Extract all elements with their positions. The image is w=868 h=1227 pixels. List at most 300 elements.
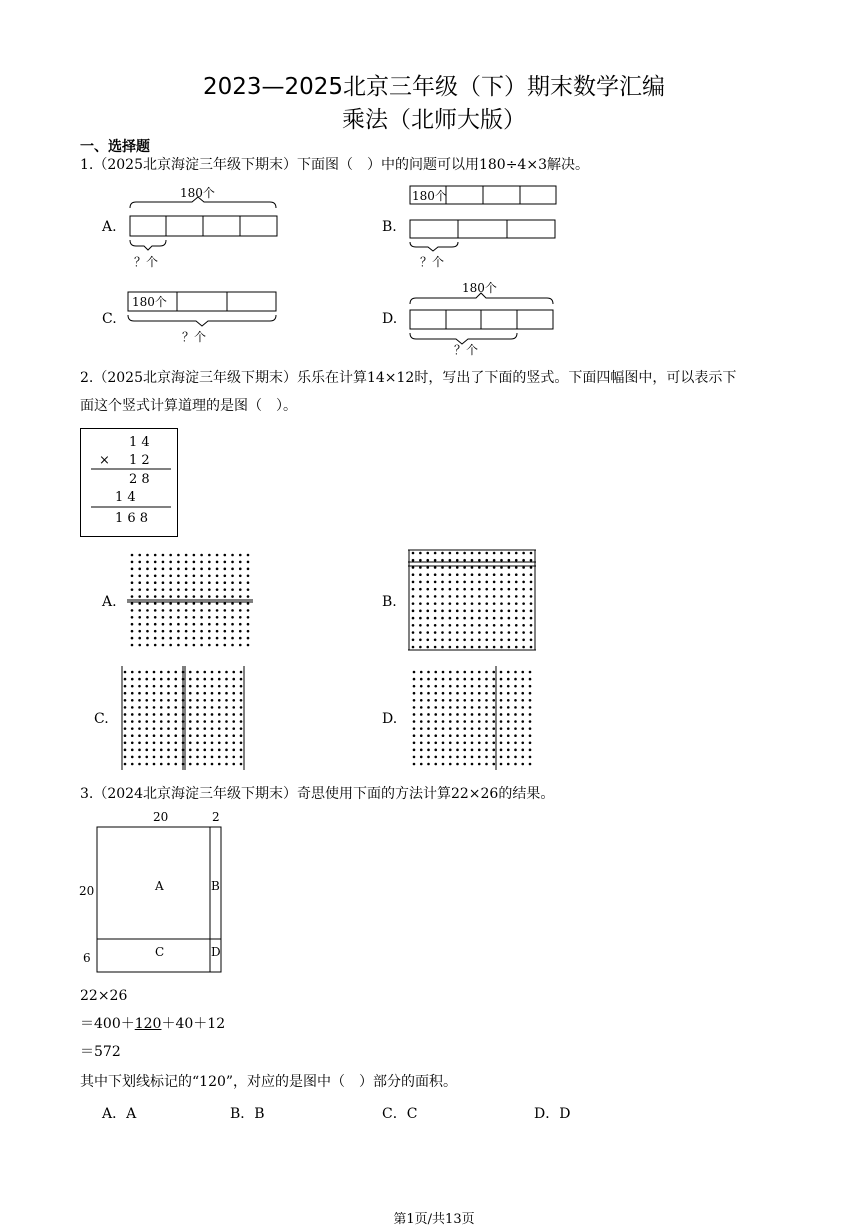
q2-option-d-label[interactable]: D. bbox=[382, 711, 398, 727]
dot bbox=[189, 692, 192, 695]
dot bbox=[153, 741, 156, 744]
dot bbox=[189, 685, 192, 688]
dot bbox=[167, 678, 170, 681]
dot bbox=[463, 638, 466, 641]
dot bbox=[153, 713, 156, 716]
dot bbox=[492, 706, 495, 709]
dot bbox=[420, 727, 423, 730]
dot bbox=[162, 568, 165, 571]
dot bbox=[507, 706, 510, 709]
dot bbox=[515, 581, 518, 584]
dot bbox=[200, 574, 203, 577]
dot bbox=[131, 756, 134, 759]
dot bbox=[225, 720, 228, 723]
dot bbox=[154, 561, 157, 564]
dot bbox=[216, 561, 219, 564]
dot bbox=[174, 727, 177, 730]
dot bbox=[203, 692, 206, 695]
dot bbox=[529, 734, 532, 737]
dot bbox=[500, 610, 503, 613]
dot bbox=[449, 595, 452, 598]
dot bbox=[478, 720, 481, 723]
dot bbox=[153, 706, 156, 709]
q1-option-b-label[interactable]: B. bbox=[382, 219, 397, 235]
dot bbox=[521, 741, 524, 744]
dot bbox=[200, 609, 203, 612]
dot bbox=[160, 678, 163, 681]
dot bbox=[522, 610, 525, 613]
dot bbox=[174, 713, 177, 716]
dot bbox=[146, 561, 149, 564]
dot bbox=[478, 756, 481, 759]
dot bbox=[530, 588, 533, 591]
dot bbox=[514, 692, 517, 695]
dot bbox=[463, 646, 466, 649]
dot bbox=[508, 566, 511, 569]
dot bbox=[434, 552, 437, 555]
q1-option-a-label[interactable]: A. bbox=[102, 219, 117, 235]
dot bbox=[131, 554, 134, 557]
dot bbox=[225, 756, 228, 759]
dot bbox=[456, 610, 459, 613]
dot bbox=[167, 692, 170, 695]
dot bbox=[239, 588, 242, 591]
dot bbox=[196, 685, 199, 688]
dot bbox=[239, 616, 242, 619]
dot bbox=[231, 644, 234, 647]
dot bbox=[200, 616, 203, 619]
q3-calc-line1: 22×26 bbox=[80, 988, 128, 1004]
vm-row2: 1 2 bbox=[129, 453, 150, 468]
dot bbox=[189, 678, 192, 681]
dot bbox=[530, 581, 533, 584]
dot bbox=[138, 713, 141, 716]
dot bbox=[124, 763, 127, 766]
dot bbox=[225, 727, 228, 730]
q2-option-b-label[interactable]: B. bbox=[382, 594, 397, 610]
dot bbox=[420, 741, 423, 744]
dot bbox=[463, 566, 466, 569]
dot bbox=[177, 581, 180, 584]
dot bbox=[463, 699, 466, 702]
dot bbox=[145, 741, 148, 744]
dot bbox=[471, 552, 474, 555]
dot bbox=[177, 554, 180, 557]
dot bbox=[434, 624, 437, 627]
dot bbox=[449, 573, 452, 576]
dot bbox=[162, 595, 165, 598]
dot bbox=[239, 568, 242, 571]
dot bbox=[193, 623, 196, 626]
dot bbox=[449, 734, 452, 737]
dot bbox=[514, 671, 517, 674]
dot bbox=[492, 720, 495, 723]
dot bbox=[485, 692, 488, 695]
dot bbox=[153, 692, 156, 695]
dot bbox=[196, 692, 199, 695]
dot bbox=[146, 644, 149, 647]
dot bbox=[478, 610, 481, 613]
dot bbox=[167, 727, 170, 730]
dot bbox=[493, 552, 496, 555]
dot bbox=[419, 602, 422, 605]
dot bbox=[434, 581, 437, 584]
dot bbox=[247, 588, 250, 591]
dot bbox=[167, 741, 170, 744]
dot bbox=[471, 646, 474, 649]
dot bbox=[471, 699, 474, 702]
dot bbox=[419, 566, 422, 569]
dot bbox=[208, 623, 211, 626]
dot bbox=[514, 756, 517, 759]
dot bbox=[203, 671, 206, 674]
dot bbox=[177, 630, 180, 633]
dot bbox=[500, 602, 503, 605]
dot bbox=[231, 554, 234, 557]
dot bbox=[508, 610, 511, 613]
dot bbox=[185, 637, 188, 640]
dot bbox=[211, 678, 214, 681]
dot bbox=[131, 568, 134, 571]
dot bbox=[146, 623, 149, 626]
dot bbox=[426, 552, 429, 555]
dot bbox=[145, 749, 148, 752]
dot bbox=[485, 624, 488, 627]
dot bbox=[485, 588, 488, 591]
dot bbox=[434, 610, 437, 613]
dot bbox=[478, 559, 481, 562]
q3-choice-c[interactable]: C．C bbox=[382, 1106, 418, 1122]
dot bbox=[420, 756, 423, 759]
dot bbox=[500, 763, 503, 766]
dot bbox=[153, 685, 156, 688]
dot bbox=[146, 630, 149, 633]
dot bbox=[162, 644, 165, 647]
dot bbox=[471, 573, 474, 576]
dot bbox=[412, 610, 415, 613]
dot bbox=[167, 685, 170, 688]
dot bbox=[160, 749, 163, 752]
dot bbox=[485, 749, 488, 752]
dot bbox=[485, 678, 488, 681]
dot bbox=[153, 678, 156, 681]
question-1-stem: 1.（2025北京海淀三年级下期末）下面图（ ）中的问题可以用180÷4×3解决。 bbox=[80, 157, 589, 173]
dot bbox=[522, 559, 525, 562]
q3-question: 其中下划线标记的“120”，对应的是图中（ ）部分的面积。 bbox=[80, 1074, 458, 1090]
dot bbox=[522, 646, 525, 649]
dot bbox=[442, 678, 445, 681]
q3-calc-line2 bbox=[80, 1014, 225, 1034]
dot bbox=[138, 763, 141, 766]
q3-choice-b[interactable]: B．B bbox=[230, 1106, 265, 1122]
dot bbox=[500, 727, 503, 730]
q3-side-top-dim: 20 bbox=[79, 884, 95, 898]
dot bbox=[508, 602, 511, 605]
dot bbox=[218, 706, 221, 709]
q1-option-c-label[interactable]: C. bbox=[102, 311, 117, 327]
dot bbox=[131, 749, 134, 752]
dot bbox=[138, 756, 141, 759]
dot bbox=[485, 763, 488, 766]
dot bbox=[530, 638, 533, 641]
dot bbox=[169, 554, 172, 557]
dot bbox=[177, 637, 180, 640]
dot bbox=[185, 630, 188, 633]
dot bbox=[247, 637, 250, 640]
dot bbox=[427, 741, 430, 744]
dot bbox=[225, 763, 228, 766]
dot bbox=[177, 588, 180, 591]
dot bbox=[514, 741, 517, 744]
dot bbox=[162, 623, 165, 626]
dot bbox=[478, 727, 481, 730]
dot bbox=[216, 581, 219, 584]
dot bbox=[185, 609, 188, 612]
dot bbox=[508, 588, 511, 591]
dot bbox=[232, 692, 235, 695]
dot bbox=[162, 602, 165, 605]
dot bbox=[124, 692, 127, 695]
dot bbox=[420, 671, 423, 674]
dot bbox=[500, 720, 503, 723]
dot bbox=[193, 561, 196, 564]
dot bbox=[138, 630, 141, 633]
dot bbox=[529, 749, 532, 752]
dot bbox=[169, 644, 172, 647]
dot bbox=[231, 609, 234, 612]
q3-calc-line3: ＝572 bbox=[80, 1044, 121, 1060]
dot bbox=[124, 749, 127, 752]
dot bbox=[434, 671, 437, 674]
dot bbox=[154, 602, 157, 605]
dot bbox=[218, 699, 221, 702]
dot bbox=[247, 609, 250, 612]
dot bbox=[200, 554, 203, 557]
vm-row3: 2 8 bbox=[129, 472, 150, 487]
dot bbox=[193, 609, 196, 612]
dot bbox=[521, 671, 524, 674]
dot bbox=[478, 699, 481, 702]
dot bbox=[231, 630, 234, 633]
dot bbox=[441, 610, 444, 613]
dot bbox=[203, 749, 206, 752]
dot bbox=[522, 624, 525, 627]
dot bbox=[174, 678, 177, 681]
dot bbox=[442, 713, 445, 716]
dot bbox=[412, 617, 415, 620]
dot bbox=[507, 713, 510, 716]
dot bbox=[493, 624, 496, 627]
dot bbox=[515, 588, 518, 591]
dot bbox=[456, 646, 459, 649]
dot bbox=[218, 713, 221, 716]
dot bbox=[412, 552, 415, 555]
dot bbox=[174, 692, 177, 695]
dot bbox=[478, 692, 481, 695]
dot bbox=[154, 595, 157, 598]
dot bbox=[508, 552, 511, 555]
dot bbox=[145, 763, 148, 766]
dot bbox=[169, 630, 172, 633]
section-heading: 一、选择题 bbox=[80, 139, 150, 155]
dot bbox=[456, 638, 459, 641]
q3-calc-line2-post: ＋40＋12 bbox=[161, 1016, 226, 1032]
dot bbox=[154, 637, 157, 640]
dot bbox=[412, 566, 415, 569]
dot bbox=[225, 734, 228, 737]
dot bbox=[177, 568, 180, 571]
q1-a-bottom-label: ？个 bbox=[134, 255, 159, 269]
dot bbox=[471, 727, 474, 730]
dot bbox=[529, 685, 532, 688]
dot bbox=[434, 646, 437, 649]
dot bbox=[240, 741, 243, 744]
dot bbox=[138, 720, 141, 723]
dot bbox=[529, 692, 532, 695]
q3-choice-d[interactable]: D．D bbox=[534, 1106, 571, 1122]
dot bbox=[449, 559, 452, 562]
dot bbox=[160, 734, 163, 737]
dot bbox=[138, 749, 141, 752]
dot bbox=[247, 561, 250, 564]
dot bbox=[200, 595, 203, 598]
dot bbox=[441, 595, 444, 598]
dot bbox=[449, 602, 452, 605]
dot bbox=[427, 671, 430, 674]
dot bbox=[196, 763, 199, 766]
dot bbox=[131, 595, 134, 598]
dot bbox=[507, 671, 510, 674]
dot bbox=[530, 559, 533, 562]
dot bbox=[419, 552, 422, 555]
dot bbox=[196, 671, 199, 674]
dot bbox=[514, 734, 517, 737]
dot bbox=[174, 685, 177, 688]
dot bbox=[189, 727, 192, 730]
dot bbox=[442, 763, 445, 766]
dot bbox=[225, 706, 228, 709]
dot bbox=[500, 559, 503, 562]
dot bbox=[463, 763, 466, 766]
q2-option-c-label[interactable]: C. bbox=[94, 711, 109, 727]
q3-choice-a[interactable]: A．A bbox=[102, 1106, 137, 1122]
dot bbox=[500, 699, 503, 702]
dot bbox=[138, 602, 141, 605]
dot bbox=[153, 699, 156, 702]
dot bbox=[471, 602, 474, 605]
dot bbox=[225, 685, 228, 688]
dot bbox=[232, 671, 235, 674]
dot bbox=[247, 574, 250, 577]
dot bbox=[153, 727, 156, 730]
q1-c-bottom-label: ？个 bbox=[182, 330, 207, 344]
dot bbox=[189, 734, 192, 737]
dot bbox=[515, 559, 518, 562]
q3-region-c: C bbox=[155, 945, 165, 959]
dot bbox=[208, 609, 211, 612]
dot bbox=[441, 602, 444, 605]
dot bbox=[449, 706, 452, 709]
dot bbox=[493, 631, 496, 634]
dot bbox=[240, 692, 243, 695]
dot bbox=[514, 685, 517, 688]
dot bbox=[154, 644, 157, 647]
dot bbox=[456, 552, 459, 555]
dot bbox=[160, 763, 163, 766]
dot bbox=[426, 617, 429, 620]
dot bbox=[441, 566, 444, 569]
dot bbox=[478, 617, 481, 620]
dot bbox=[240, 678, 243, 681]
dot bbox=[419, 588, 422, 591]
dot bbox=[218, 671, 221, 674]
dot bbox=[456, 566, 459, 569]
dot bbox=[208, 602, 211, 605]
dot bbox=[138, 678, 141, 681]
dot bbox=[196, 749, 199, 752]
dot bbox=[471, 588, 474, 591]
dot bbox=[174, 671, 177, 674]
dot bbox=[203, 763, 206, 766]
dot bbox=[177, 644, 180, 647]
dot bbox=[413, 741, 416, 744]
dot bbox=[463, 573, 466, 576]
dot bbox=[434, 631, 437, 634]
dot bbox=[124, 706, 127, 709]
dot bbox=[138, 699, 141, 702]
dot bbox=[427, 727, 430, 730]
dot bbox=[515, 573, 518, 576]
dot bbox=[231, 623, 234, 626]
dot bbox=[145, 713, 148, 716]
dot bbox=[529, 699, 532, 702]
q2-dot-array-d bbox=[408, 666, 536, 770]
q2-option-a-label[interactable]: A. bbox=[102, 594, 117, 610]
dot bbox=[463, 610, 466, 613]
dot bbox=[515, 631, 518, 634]
dot bbox=[224, 595, 227, 598]
q1-d-bottom-label: ？个 bbox=[454, 343, 479, 357]
vm-row5: 1 6 8 bbox=[115, 511, 149, 526]
dot bbox=[463, 602, 466, 605]
dot bbox=[154, 588, 157, 591]
dot bbox=[507, 756, 510, 759]
dot bbox=[508, 646, 511, 649]
dot bbox=[500, 734, 503, 737]
dot bbox=[412, 602, 415, 605]
dot bbox=[522, 602, 525, 605]
dot bbox=[449, 552, 452, 555]
dot bbox=[515, 566, 518, 569]
dot bbox=[200, 568, 203, 571]
dot bbox=[138, 588, 141, 591]
dot bbox=[507, 692, 510, 695]
dot bbox=[471, 734, 474, 737]
dot bbox=[211, 685, 214, 688]
dot bbox=[211, 727, 214, 730]
dot bbox=[162, 630, 165, 633]
dot bbox=[224, 644, 227, 647]
dot bbox=[485, 734, 488, 737]
dot bbox=[239, 595, 242, 598]
dot bbox=[413, 720, 416, 723]
dot bbox=[471, 763, 474, 766]
dot bbox=[189, 699, 192, 702]
dot bbox=[493, 581, 496, 584]
dot bbox=[471, 559, 474, 562]
dot bbox=[449, 713, 452, 716]
q1-option-d-label[interactable]: D. bbox=[382, 311, 398, 327]
